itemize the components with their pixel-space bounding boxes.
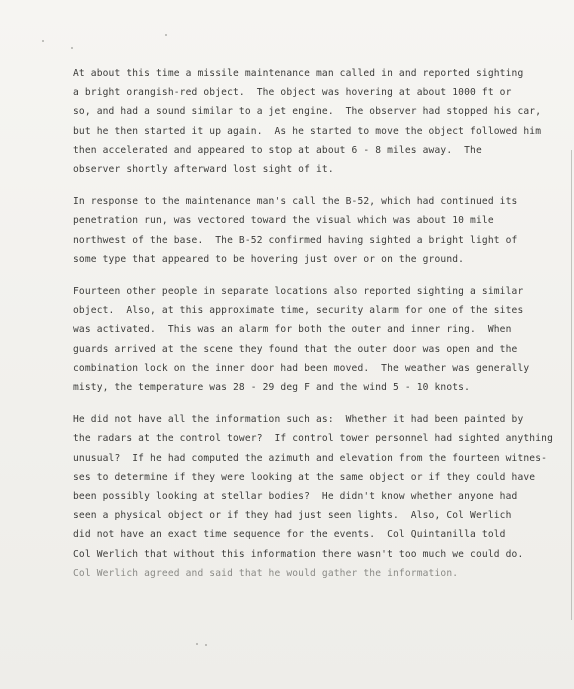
- text-line: the radars at the control tower? If control tower personnel had sighted anything: [73, 433, 553, 445]
- text-line: then accelerated and appeared to stop at about 6 - 8 miles away. The: [73, 144, 482, 156]
- text-line: He did not have all the information such as: Whether it had been painted by: [73, 414, 524, 426]
- text-line: misty, the temperature was 28 - 29 deg F and the wind 5 - 10 knots.: [73, 382, 471, 394]
- scan-speck: [71, 47, 73, 49]
- paragraph-1: [73, 64, 553, 179]
- scan-speck: [165, 34, 167, 36]
- text-line: ses to determine if they were looking at the same object or if they could have: [73, 471, 536, 483]
- text-line: guards arrived at the scene they found that the outer door was open and the: [73, 343, 518, 355]
- text-line: Col Werlich agreed and said that he would gather the information.: [73, 567, 459, 579]
- scan-speck: [196, 643, 198, 645]
- text-line: so, and had a sound similar to a jet engine. The observer had stopped his car,: [73, 106, 542, 118]
- text-line: object. Also, at this approximate time, security alarm for one of the sites: [73, 305, 524, 317]
- text-line: In response to the maintenance man's call the B-52, which had continued its: [73, 196, 518, 208]
- text-line: unusual? If he had computed the azimuth and elevation from the fourteen witnes-: [73, 452, 548, 464]
- paragraph-3: [73, 282, 553, 397]
- text-line: seen a physical object or if they had just seen lights. Also, Col Werlich: [73, 510, 512, 522]
- text-line: observer shortly afterward lost sight of it.: [73, 164, 334, 176]
- text-line: combination lock on the inner door had been moved. The weather was generally: [73, 362, 530, 374]
- document-body: [73, 64, 553, 596]
- paragraph-2: [73, 192, 553, 269]
- text-line: a bright orangish-red object. The object was hovering at about 1000 ft or: [73, 87, 512, 99]
- page-edge-shadow: [571, 150, 572, 620]
- text-line: penetration run, was vectored toward the visual which was about 10 mile: [73, 215, 494, 227]
- scan-speck: [205, 644, 207, 646]
- text-line: did not have an exact time sequence for the events. Col Quintanilla told: [73, 529, 506, 541]
- text-line: northwest of the base. The B-52 confirmed having sighted a bright light of: [73, 234, 518, 246]
- text-line: At about this time a missile maintenance man called in and reported sighting: [73, 68, 524, 79]
- text-line: some type that appeared to be hovering just over or on the ground.: [73, 253, 465, 265]
- paragraph-4: [73, 410, 553, 583]
- text-line: but he then started it up again. As he started to move the object followed him: [73, 125, 542, 137]
- text-line: Fourteen other people in separate locations also reported sighting a similar: [73, 286, 524, 298]
- text-line: was activated. This was an alarm for both the outer and inner ring. When: [73, 324, 512, 336]
- text-line: Col Werlich that without this information there wasn't too much we could do.: [73, 548, 524, 560]
- text-line: been possibly looking at stellar bodies? He didn't know whether anyone had: [73, 491, 518, 503]
- scan-speck: [42, 40, 44, 42]
